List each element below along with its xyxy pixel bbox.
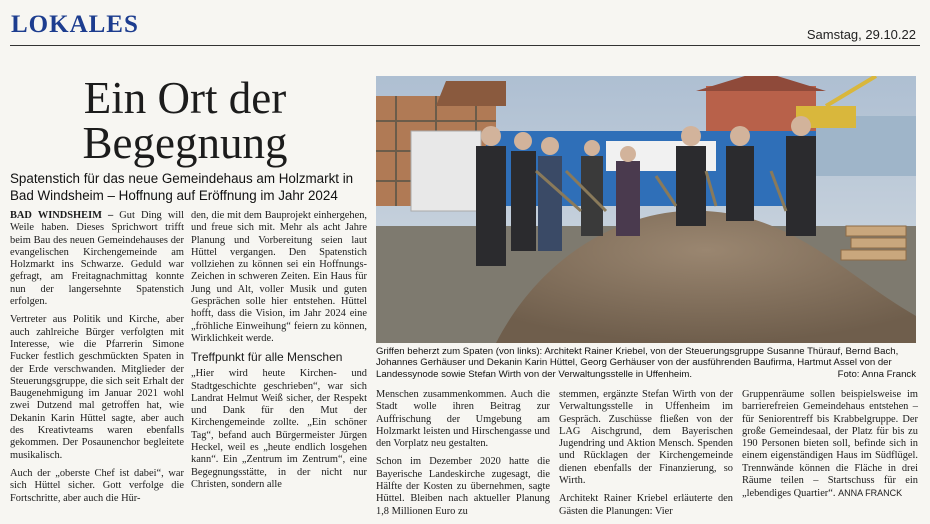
photo-credit: Foto: Anna Franck [837,368,916,380]
headline [10,73,360,168]
col4-paragraph-2: Architekt Rainer Kriebel erläuterte den Gästen die Planungen: Vier [559,493,733,517]
col2-paragraph-1: den, die mit dem Bauprojekt einhergehen, und freue sich mit. Mehr als acht Jahre Planung und Vorbereitung seien laut Hüttel vergangen. Den Spatenstich vollziehen zu können sei ein Hoffnungs-Zeichen in schweren Zeiten. Ein Haus für Jung und Alt, voller Musik und guten Gesprächen solle hier entstehen. Hüttel hofft, dass die Vision, im Jahr 2024 eine „fröhliche Einweihung“ feiern zu können, Wirklichkeit werde. [191,210,367,344]
col2-paragraph-2: „Hier wird heute Kirchen- und Stadtgeschichte geschrieben“, war sich Landrat Helmut Weiß sicher, der Respekt und Dank für den Mut der Kirchengemeinde zollte. „Ein schöner Tag“, befand auch Bürgermeister Jürgen Heckel, weil es „heute endlich losgehen kann“. Ein „Zentrum im Zentrum“, eine Begegnungsstätte, in der nicht nur Christen, sondern alle [191,368,367,490]
headline-line-1: Ein Ort der [83,73,287,123]
col3-paragraph-2: Schon im Dezember 2020 hatte die Bayerische Landeskirche zugesagt, die Hälfte der Kosten zu übernehmen, sagte Hüttel. Bleiben nach aktueller Planung 1,8 Millionen Euro zu [376,456,550,517]
issue-date: Samstag, 29.10.22 [806,27,916,42]
col1-paragraph-2: Vertreter aus Politik und Kirche, aber auch zahlreiche Bürger verfolgten mit Interesse, wie die Pfarrerin Simone Fucker festlich geschmückten Spaten in der Erde verschwanden. Mitglieder der Steuerungsgruppe, die sich seit Erhalt der Baugenehmigung im Januar 2021 wohl zwei Dutzend mal getroffen hat, wie Dekanin Karin Hüttel sagte, aber auch des Kreativteams waren ebenfalls gekommen. Der Posaunenchor begleitete musikalisch. [10,314,184,461]
caption-text: Griffen beherzt zum Spaten (von links): Architekt Rainer Kriebel, von der Steuerungsgruppe Susanne Thürauf, Bernd Bach, Johannes Gerhäuser und Dekanin Karin Hüttel, Georg Gerhäuser von der ausführenden Baufirma, Hartmut Assel von der Landessynode sowie Stefan Wirth von der Verwaltungsstelle in Uffenheim. [376,346,899,380]
subheading-treffpunkt: Treffpunkt für alle Menschen [191,350,343,365]
top-rule [10,45,920,46]
subheadline: Spatenstich für das neue Gemeindehaus am Holzmarkt in Bad Windsheim – Hoffnung auf Eröffnung im Jahr 2024 [10,171,354,203]
col1-paragraph-3: Auch der „oberste Chef ist dabei“, war sich Hüttel sicher. Gott verfolge die Fortschritte, aber auch die Hür- [10,467,184,504]
text-column-1 [10,210,184,511]
col5-paragraph-1: Gruppenräume sollen beispielsweise im barrierefreien Gemeindehaus entstehen – für Seniorentreff bis Krabbelgruppe. Der große Gemeindesaal, der Platz für bis zu 190 Personen bieten soll, befinde sich in einem eigenständigen Haus im Südflügel. Trennwände können die Fläche in drei Räume teilen – Startschuss für ein „lebendiges Quartier“. [742,389,918,500]
headline-line-2: Begegnung [82,118,288,168]
col4-paragraph-1: stemmen, ergänzte Stefan Wirth von der Verwaltungsstelle in Uffenheim im Gespräch. Zuschüsse fließen von der LAG Aischgrund, dem Bayerischen Jugendring und Aktion Mensch. Spenden und Rücklagen der Kirchengemeinde dienen ebenfalls der Finanzierung, so Wirth. [559,389,733,487]
section-masthead: LOKALES [11,11,139,38]
photo-caption [376,346,916,380]
col3-paragraph-1: Menschen zusammenkommen. Auch die Stadt wolle ihren Beitrag zur Auffrischung der Umgebung am Holzmarkt leisten und Hirschengasse und den Vorplatz neu gestalten. [376,389,550,450]
article-photo [376,76,916,343]
text-column-2 [191,210,367,497]
text-column-5 [742,389,918,507]
dateline: BAD WINDSHEIM – [10,210,114,221]
text-column-3 [376,389,550,524]
text-column-4 [559,389,733,524]
author-byline: ANNA FRANCK [838,488,903,499]
col1-paragraph-1: Gut Ding will Weile haben. Dieses Sprichwort trifft beim Bau des neuen Gemeindehauses der evangelischen Kirchengemeinde am Holzmarkt ins Schwarze. Geduld war gefragt, am Freitagnachmittag konnte nun der langersehnte Spatenstich erfolgen. [10,210,184,308]
